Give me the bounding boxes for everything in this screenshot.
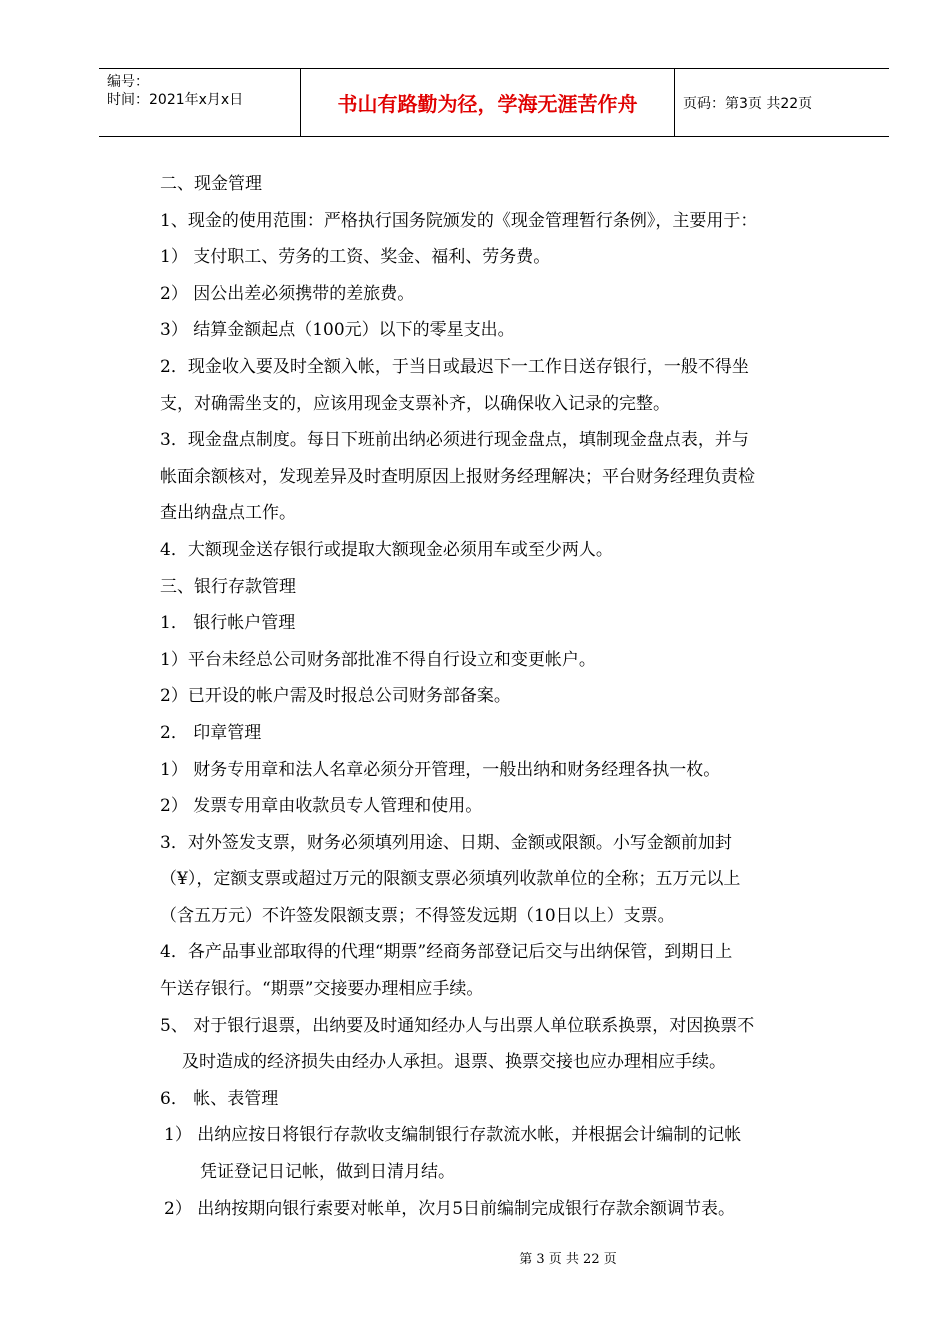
text-line: 6． 帐、表管理 bbox=[160, 1088, 279, 1109]
text-line: （含五万元）不许签发限额支票；不得签发远期（10日以上）支票。 bbox=[160, 905, 675, 926]
text-line: 3） 结算金额起点（100元）以下的零星支出。 bbox=[160, 320, 515, 341]
text-line: 1） 出纳应按日将银行存款收支编制银行存款流水帐，并根据会计编制的记帐 bbox=[164, 1125, 742, 1146]
text-line: （¥），定额支票或超过万元的限额支票必须填列收款单位的全称；五万元以上 bbox=[160, 869, 741, 890]
text-line: 1）平台未经总公司财务部批准不得自行设立和变更帐户。 bbox=[160, 649, 596, 670]
text-line: 及时造成的经济损失由经办人承担。退票、换票交接也应办理相应手续。 bbox=[182, 1052, 726, 1073]
text-line: 2） 出纳按期向银行索要对帐单，次月5日前编制完成银行存款余额调节表。 bbox=[164, 1198, 736, 1219]
text-line: 5、 对于银行退票，出纳要及时通知经办人与出票人单位联系换票，对因换票不 bbox=[160, 1015, 755, 1036]
text-line: 4．各产品事业部取得的代理“期票”经商务部登记后交与出纳保管，到期日上 bbox=[160, 942, 733, 963]
text-line: 午送存银行。“期票”交接要办理相应手续。 bbox=[160, 979, 484, 1000]
text-line: 二、现金管理 bbox=[160, 174, 262, 194]
text-line: 1） 支付职工、劳务的工资、奖金、福利、劳务费。 bbox=[160, 247, 551, 268]
text-line: 帐面余额核对，发现差异及时查明原因上报财务经理解决；平台财务经理负责检 bbox=[160, 466, 755, 487]
number-label: 编号： bbox=[107, 74, 149, 90]
text-line: 2） 发票专用章由收款员专人管理和使用。 bbox=[160, 796, 483, 817]
page-footer bbox=[0, 1248, 950, 1267]
text-line: 2） 因公出差必须携带的差旅费。 bbox=[160, 283, 415, 304]
text-line: 2． 印章管理 bbox=[160, 722, 262, 743]
text-line: 查出纳盘点工作。 bbox=[160, 503, 296, 524]
text-line: 3．对外签发支票，财务必须填列用途、日期、金额或限额。小写金额前加封 bbox=[160, 832, 732, 853]
page-info: 页码：第3页 共22页 bbox=[683, 95, 813, 112]
page-header bbox=[99, 68, 889, 137]
text-line: 凭证登记日记帐，做到日清月结。 bbox=[200, 1162, 455, 1183]
document-body bbox=[160, 166, 832, 1227]
motto: 书山有路勤为径，学海无涯苦作舟 bbox=[301, 69, 675, 136]
text-line: 1、现金的使用范围：严格执行国务院颁发的《现金管理暂行条例》，主要用于： bbox=[160, 210, 758, 231]
text-line: 4．大额现金送存银行或提取大额现金必须用车或至少两人。 bbox=[160, 539, 613, 560]
header-meta bbox=[99, 69, 301, 136]
text-line: 1） 财务专用章和法人名章必须分开管理，一般出纳和财务经理各执一枚。 bbox=[160, 759, 721, 780]
text-line: 2）已开设的帐户需及时报总公司财务部备案。 bbox=[160, 686, 511, 707]
date-label: 时间：2021年x月x日 bbox=[107, 92, 244, 108]
footer-page-number: 第 3 页 共 22 页 bbox=[519, 1252, 617, 1267]
text-line: 2．现金收入要及时全额入帐，于当日或最迟下一工作日送存银行，一般不得坐 bbox=[160, 356, 749, 377]
text-line: 三、银行存款管理 bbox=[160, 576, 296, 597]
text-line: 3．现金盘点制度。每日下班前出纳必须进行现金盘点，填制现金盘点表，并与 bbox=[160, 430, 749, 451]
text-line: 支，对确需坐支的，应该用现金支票补齐，以确保收入记录的完整。 bbox=[160, 393, 670, 414]
text-line: 1． 银行帐户管理 bbox=[160, 613, 296, 634]
